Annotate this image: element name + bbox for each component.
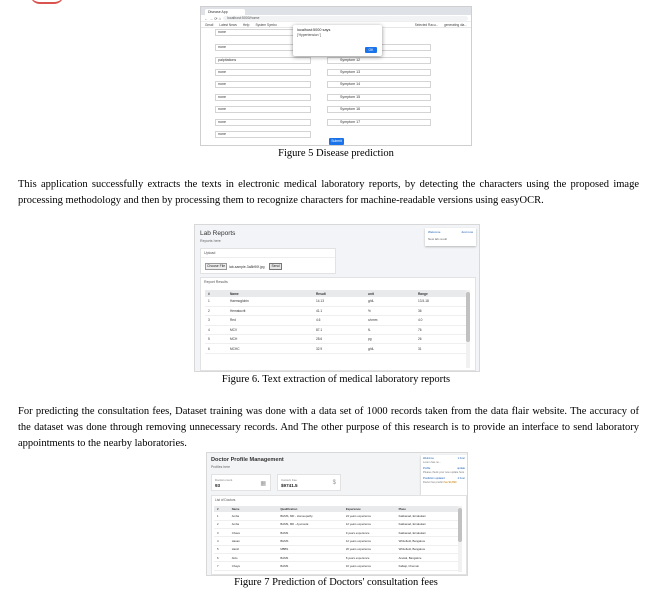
symptom-label: Symptom 12: [327, 57, 431, 64]
table-cell: pg: [365, 335, 415, 344]
table-cell: Aldo: [229, 553, 278, 561]
figure-7-caption: Figure 7 Prediction of Doctors' consultation fees: [234, 577, 438, 588]
stat-value: 93: [215, 483, 221, 488]
table-cell: Kakkanad, Ernakulam: [396, 520, 459, 528]
logo-arc: [30, 0, 64, 4]
symptom-select[interactable]: none: [215, 81, 311, 88]
scrollbar-thumb[interactable]: [466, 292, 470, 342]
table-cell: Kalkaji, Chennai: [396, 562, 459, 570]
figure-7-screenshot: [206, 452, 468, 576]
results-card: [200, 277, 476, 371]
table-row: [205, 344, 467, 353]
notification-head: Prediction updated: [423, 477, 445, 480]
table-cell: Red: [227, 316, 313, 325]
bookmark-item[interactable]: Selected Racu...: [414, 22, 439, 27]
table-cell: 2: [205, 306, 227, 315]
table-cell: Kakkanad, Ernakulam: [396, 529, 459, 537]
table-cell: Hasan: [229, 537, 278, 545]
symptom-row: [215, 106, 431, 113]
table-cell: Hematocrit: [227, 306, 313, 315]
table-cell: BAMS, MD - Ayurveda: [277, 520, 342, 528]
table-cell: 20 years experience: [343, 545, 396, 553]
table-cell: 41.1: [313, 306, 365, 315]
table-row: [214, 537, 459, 545]
browser-tab-strip: [201, 7, 471, 15]
notification-time: update: [457, 467, 465, 470]
choose-file-button[interactable]: Choose File: [207, 264, 226, 268]
symptom-row: [215, 81, 431, 88]
table-row: [214, 520, 459, 528]
column-header[interactable]: #: [217, 507, 219, 511]
table-row: [205, 335, 467, 344]
table-cell: 28.6: [313, 335, 365, 344]
table-cell: 14.13: [313, 297, 365, 306]
symptom-select[interactable]: none: [215, 131, 311, 138]
symptom-label: Symptom 13: [327, 69, 431, 76]
notification-time: 1 hour: [457, 457, 465, 460]
table-cell: MBBS: [277, 545, 342, 553]
symptom-row: [215, 119, 431, 126]
table-cell: 32.9: [313, 344, 365, 353]
notification-head: Welcome: [428, 230, 441, 234]
symptom-label: Symptom 15: [327, 94, 431, 101]
stat-label: Consult. Fee: [281, 478, 297, 482]
column-header[interactable]: Place: [398, 507, 406, 511]
table-cell: fL: [365, 325, 415, 334]
list-card-header: List of Doctors: [215, 498, 236, 502]
dollar-icon: $: [332, 480, 336, 486]
table-row: [214, 562, 459, 570]
table-cell: 6: [214, 553, 229, 561]
bookmark-item[interactable]: Gmail: [205, 22, 214, 27]
notification-head: Profile: [423, 467, 431, 470]
notification-body: Lorem has no...: [423, 461, 442, 464]
symptom-row: [215, 69, 431, 76]
symptom-select[interactable]: none: [215, 29, 311, 36]
symptom-label: Symptom 17: [327, 119, 431, 126]
table-cell: 5: [214, 545, 229, 553]
stat-value: $9741.5: [281, 483, 298, 488]
alert-dialog: [293, 25, 382, 56]
symptom-label: Symptom 14: [327, 81, 431, 88]
stat-label: Doctors count: [215, 478, 233, 482]
notification-item[interactable]: [423, 467, 465, 474]
table-cell: 3: [205, 316, 227, 325]
symptom-row: [215, 94, 431, 101]
notification-highlight: fee $4,890: [444, 481, 457, 484]
symptom-row: [215, 131, 431, 138]
column-header[interactable]: Result: [316, 291, 326, 296]
table-cell: g/dL: [365, 297, 415, 306]
symptom-select[interactable]: none: [215, 106, 311, 113]
bookmark-item[interactable]: Help: [242, 22, 250, 27]
table-cell: 3: [214, 529, 229, 537]
stat-card-doctors: [211, 474, 271, 491]
table-row: [205, 297, 467, 306]
symptom-select[interactable]: palpitations: [215, 57, 311, 64]
stat-card-fee: [277, 474, 341, 491]
page-subtitle: Reports here: [200, 239, 221, 243]
doctors-table: [214, 506, 459, 571]
column-header[interactable]: #: [208, 291, 210, 296]
dialog-message: ['Hypertension ']: [297, 33, 322, 37]
send-button[interactable]: Send: [269, 263, 283, 270]
notification-head: Welcome: [423, 457, 434, 460]
bookmark-item[interactable]: Latest News: [219, 22, 237, 27]
table-cell: x/cmm: [365, 316, 415, 325]
column-header[interactable]: Experience: [345, 507, 361, 511]
notification-time: Just now: [461, 230, 473, 234]
table-cell: 31: [415, 344, 467, 353]
upload-card: [200, 248, 336, 274]
table-cell: BAMS: [277, 562, 342, 570]
upload-card-header: Upload: [201, 249, 335, 258]
page-title: Doctor Profile Management: [211, 457, 284, 463]
table-cell: Harsh: [229, 545, 278, 553]
table-cell: 4.6: [313, 316, 365, 325]
table-cell: 2: [214, 520, 229, 528]
table-cell: 1: [214, 512, 229, 520]
symptom-select[interactable]: none: [215, 44, 311, 51]
notification-body: New lab result: [428, 237, 448, 241]
table-cell: 13.5-18: [415, 297, 467, 306]
table-cell: Chaya: [229, 562, 278, 570]
table-row: [205, 325, 467, 334]
table-cell: 12 years experience: [343, 520, 396, 528]
column-header[interactable]: Name: [230, 291, 239, 296]
notification-card[interactable]: [425, 228, 476, 246]
table-cell: 76: [415, 325, 467, 334]
table-cell: MCHC: [227, 344, 313, 353]
nav-arrows-icon[interactable]: ← → ⟳ ⌂: [204, 15, 222, 21]
table-header-row: [205, 290, 467, 297]
table-cell: Whitefield, Bangalore: [396, 537, 459, 545]
column-header[interactable]: unit: [368, 291, 374, 296]
table-cell: 1: [205, 297, 227, 306]
table-cell: 7: [214, 562, 229, 570]
table-cell: g/dL: [365, 344, 415, 353]
symptom-row: [215, 57, 431, 64]
doctors-list-card: [211, 495, 467, 575]
results-table: [205, 290, 467, 354]
notification-item[interactable]: [423, 457, 465, 464]
page-title: Lab Reports: [200, 230, 236, 237]
table-cell: Kakkanad, Ernakulam: [396, 512, 459, 520]
file-name: lab-sample-3a8b90f.jpg: [229, 264, 265, 269]
paragraph-2: For predicting the consultation fees, Dataset training was done with a data set of 1000 records taken from the data flair website. The accuracy of the dataset was done through removing unnecessary records. And The other purpose of this research is to provide an interface to send laboratory appointments to the nearby laboratories.: [18, 406, 639, 449]
table-cell: BHMS: [277, 537, 342, 545]
figure-6-caption: Figure 6. Text extraction of medical laboratory reports: [221, 374, 451, 385]
table-cell: MCH: [227, 335, 313, 344]
table-row: [205, 316, 467, 325]
dialog-ok-button[interactable]: OK: [365, 47, 377, 53]
table-cell: BAMS: [277, 553, 342, 561]
table-row: [214, 545, 459, 553]
table-cell: %: [365, 306, 415, 315]
symptom-select[interactable]: none: [215, 69, 311, 76]
table-row: [205, 306, 467, 315]
table-cell: Anekal, Bangalore: [396, 553, 459, 561]
table-cell: BAMS: [277, 529, 342, 537]
figure-5-screenshot: [200, 6, 472, 146]
table-cell: Chava: [229, 529, 278, 537]
notification-time: 2 hour: [457, 477, 465, 480]
figure-5-caption: Figure 5 Disease prediction: [278, 148, 394, 159]
table-cell: 8 years experience: [343, 553, 396, 561]
dialog-title: localhost:5000 says: [297, 28, 331, 32]
table-cell: 10 years experience: [343, 562, 396, 570]
table-row: [214, 512, 459, 520]
bookmark-item[interactable]: System Symbo: [255, 22, 277, 27]
bookmark-item[interactable]: generating dia...: [444, 22, 467, 27]
building-icon: ▦: [260, 481, 266, 487]
table-cell: BHMS, MD - Homeopathy: [277, 512, 342, 520]
table-cell: 26: [415, 335, 467, 344]
page-subtitle: Profiles here: [211, 465, 231, 469]
symptom-select[interactable]: none: [215, 94, 311, 101]
table-row: [214, 529, 459, 537]
results-card-header: Report Results: [204, 280, 228, 284]
browser-tab[interactable]: Disease App: [205, 9, 245, 15]
paragraph-1: This application successfully extracts the texts in electronic medical laboratory reports, by detecting the characters using the proposed image processing methodology and then by processing them to recognize characters for machine-readable versions using easyOCR.: [18, 179, 639, 206]
table-cell: 4: [205, 325, 227, 334]
symptom-select[interactable]: none: [215, 119, 311, 126]
table-cell: 5: [205, 335, 227, 344]
table-cell: 6: [205, 344, 227, 353]
table-cell: Haemoglobin: [227, 297, 313, 306]
table-cell: Whitefield, Bangalore: [396, 545, 459, 553]
table-cell: MCV: [227, 325, 313, 334]
notification-body: Please check your new update here: [423, 471, 465, 474]
column-header[interactable]: Qualification: [280, 507, 298, 511]
table-cell: 87.1: [313, 325, 365, 334]
table-cell: 36: [415, 306, 467, 315]
table-cell: 12 years experience: [343, 537, 396, 545]
address-bar[interactable]: localhost:5000/home: [223, 16, 468, 21]
notification-body: Doctor fee predict: [423, 481, 444, 484]
table-cell: 4: [214, 537, 229, 545]
notification-item[interactable]: [423, 477, 465, 484]
column-header[interactable]: Name: [231, 507, 240, 511]
column-header[interactable]: Range: [418, 291, 428, 296]
scrollbar-thumb[interactable]: [458, 508, 462, 542]
table-cell: Amba: [229, 520, 278, 528]
figure-6-screenshot: [194, 224, 480, 372]
table-cell: 24 years experience: [343, 512, 396, 520]
symptom-label: Symptom 16: [327, 106, 431, 113]
table-cell: 4.0: [415, 316, 467, 325]
table-cell: Amba: [229, 512, 278, 520]
submit-button[interactable]: Submit: [329, 138, 344, 145]
table-cell: 9 years experience: [343, 529, 396, 537]
browser-address-row: [201, 15, 471, 22]
table-row: [214, 553, 459, 561]
